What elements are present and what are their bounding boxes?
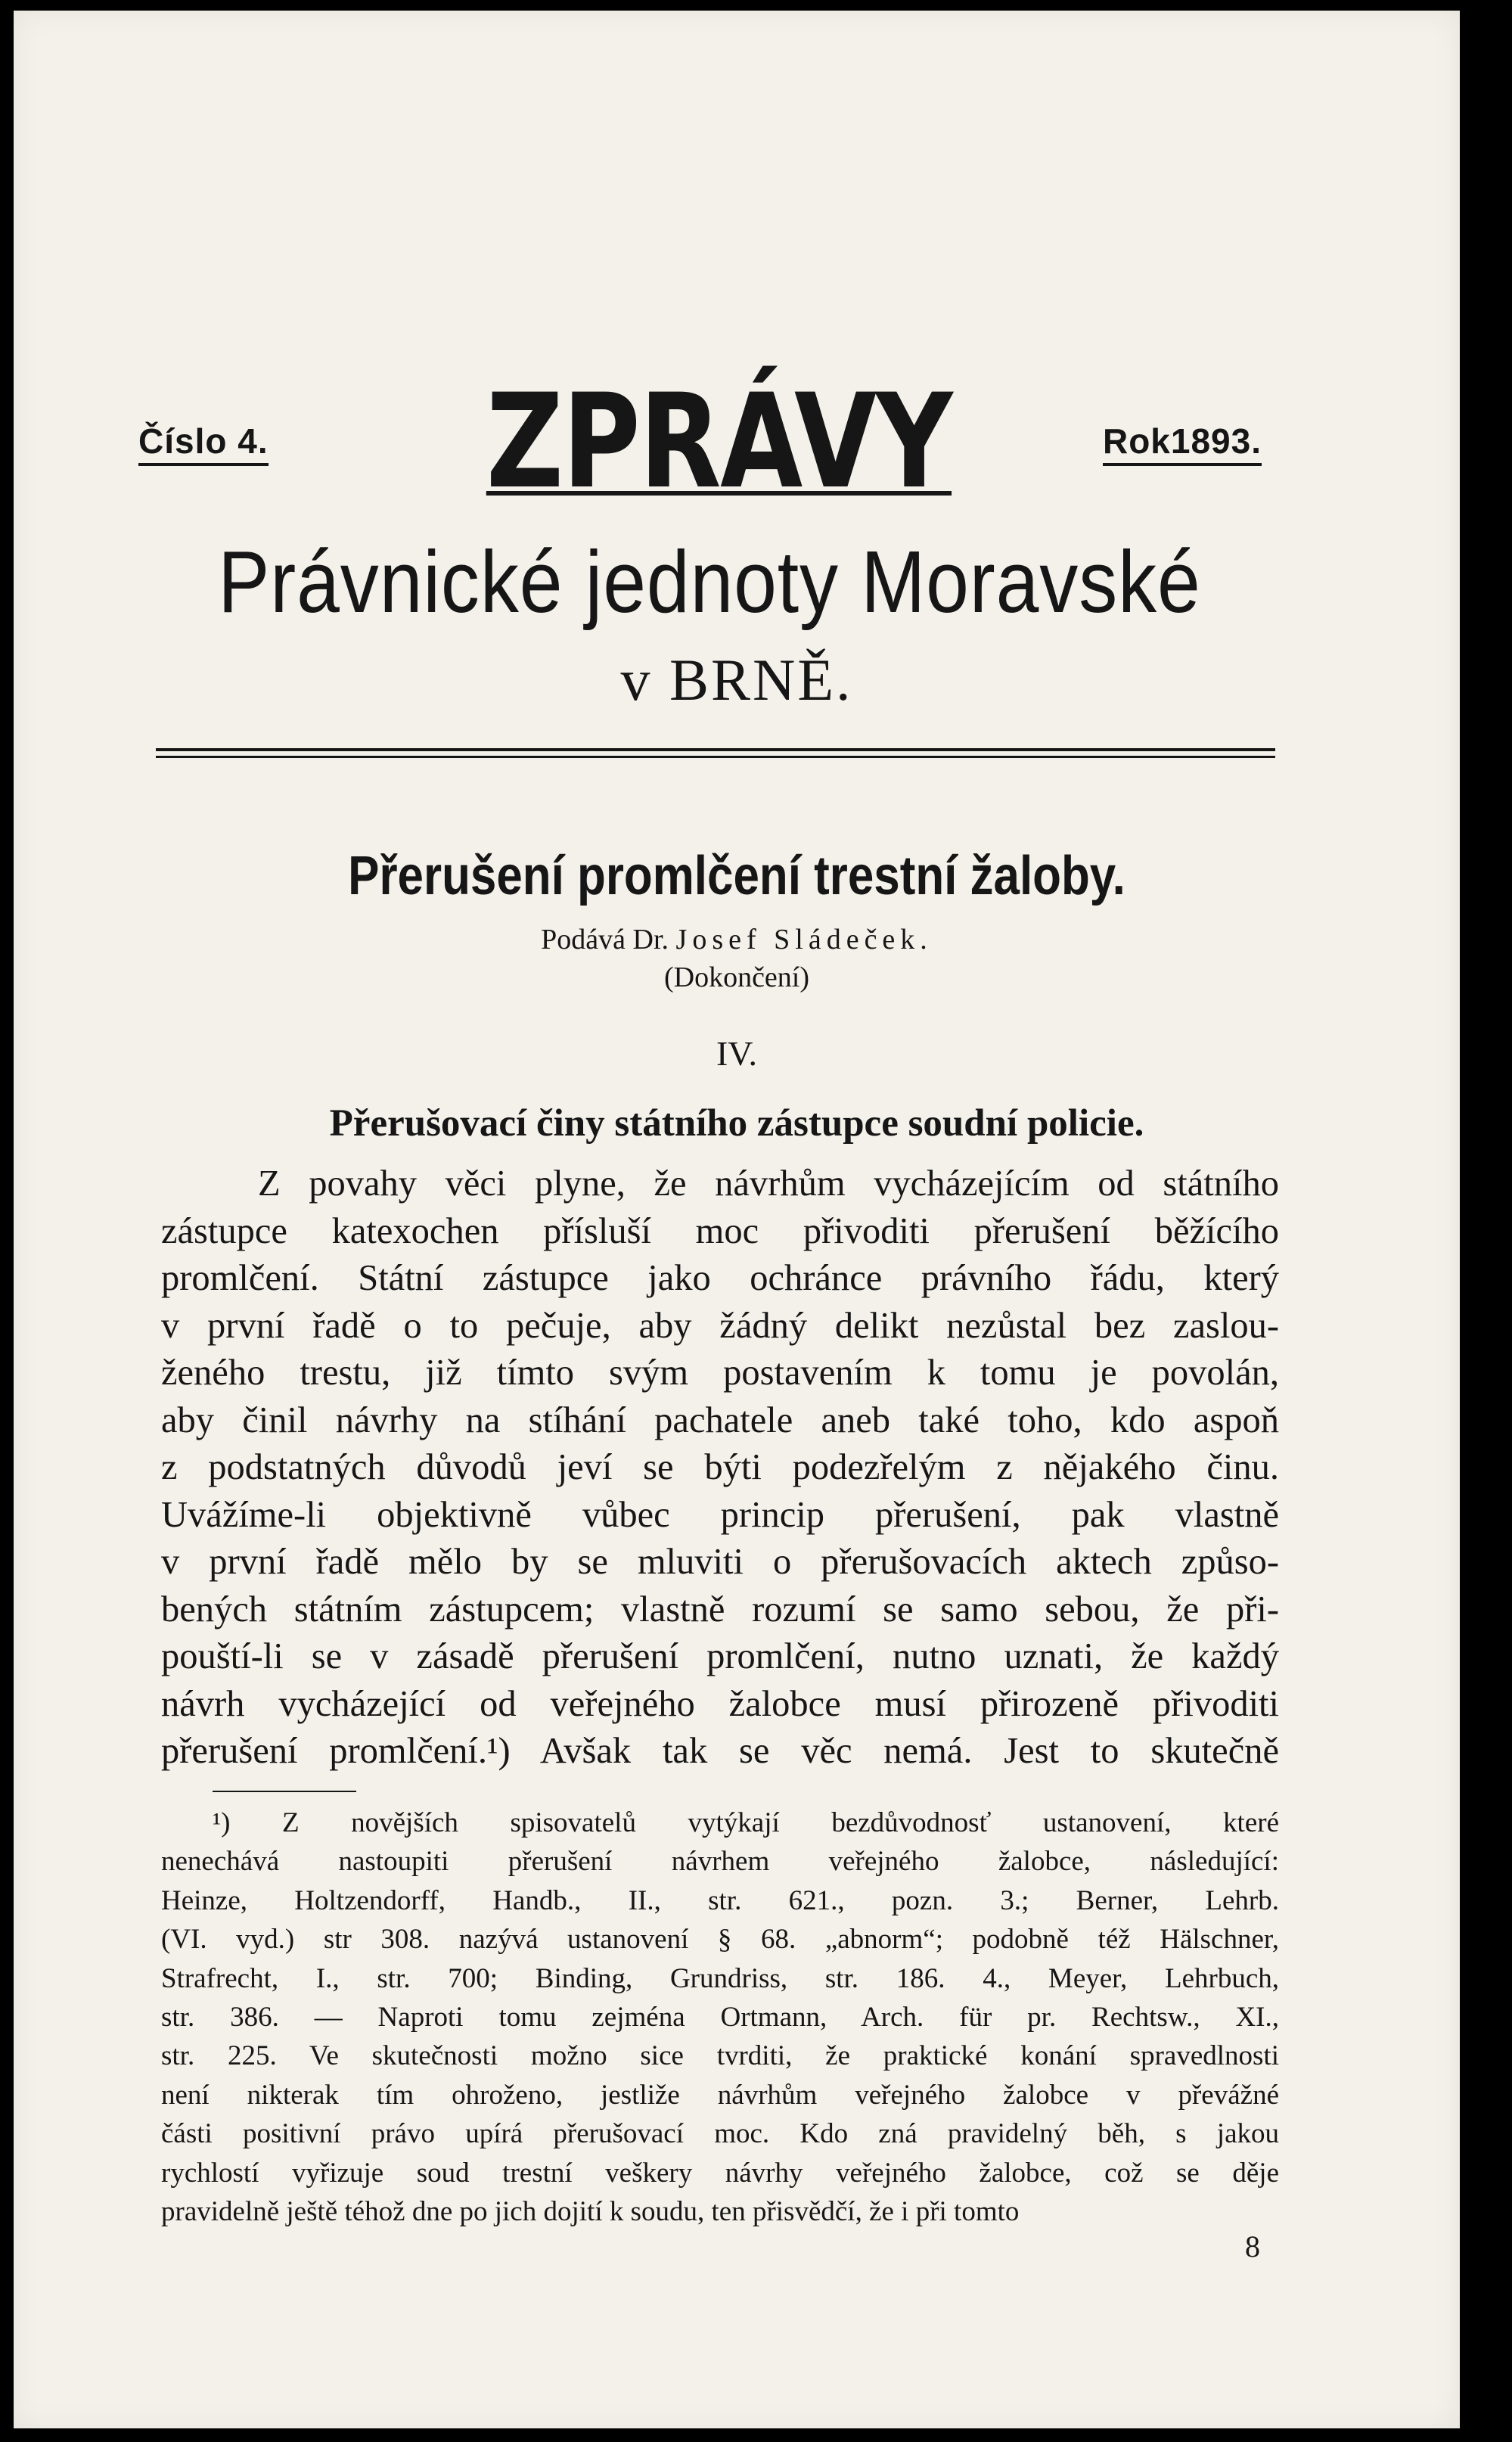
footnote-line: Strafrecht, I., str. 700; Binding, Grundriss, str. 186. 4., Meyer, Lehrbuch,: [161, 1962, 1279, 1994]
section-heading: Přerušovací činy státního zástupce soudní policie.: [329, 1102, 1144, 1145]
body-line: návrh vycházející od veřejného žalobce musí přirozeně přivoditi: [161, 1683, 1279, 1724]
footnote: [161, 1804, 1279, 2231]
body-line: ženého trestu, již tímto svým postavením k tomu je povolán,: [161, 1353, 1279, 1393]
article-byline: [14, 922, 1460, 957]
footnote-line: rychlostí vyřizuje soud trestní veškery návrhy veřejného žalobce, což se děje: [161, 2157, 1279, 2189]
journal-city: v BRNĚ.: [620, 647, 853, 713]
body-line: Uvážíme-li objektivně vůbec princip přerušení, pak vlastně: [161, 1494, 1279, 1535]
footnote-line: str. 225. Ve skutečnosti možno sice tvrditi, že praktické konání spravedlnosti: [161, 2040, 1279, 2072]
section-number: IV.: [716, 1034, 758, 1073]
journal-subtitle: Právnické jednoty Moravské: [218, 533, 1201, 631]
body-line: v první řadě o to pečuje, aby žádný delikt nezůstal bez zaslou-: [161, 1305, 1279, 1346]
byline-author: Josef Sládeček.: [675, 924, 933, 955]
issue-year: Rok1893.: [1103, 421, 1262, 466]
body-line: zástupce katexochen přísluší moc přivoditi přerušení běžícího: [161, 1210, 1279, 1251]
article-title: Přerušení promlčení trestní žaloby.: [348, 846, 1125, 906]
journal-title: ZPRÁVY: [486, 365, 952, 517]
body-line: pouští-li se v zásadě přerušení promlčení, nutno uznati, že každý: [161, 1636, 1279, 1676]
article-body: [161, 1160, 1279, 1776]
footnote-line: pravidelně ještě téhož dne po jich dojití k soudu, ten přisvědčí, že i při tomto: [161, 2195, 1020, 2227]
body-line: v první řadě mělo by se mluviti o přerušovacích aktech způso-: [161, 1542, 1279, 1582]
footnote-separator: [213, 1791, 356, 1792]
byline-prefix: Podává Dr.: [541, 924, 669, 955]
footnote-line: (VI. vyd.) str 308. nazývá ustanovení § 68. „abnorm“; podobně též Hälschner,: [161, 1924, 1279, 1956]
body-line: z podstatných důvodů jeví se býti podezřelým z nějakého činu.: [161, 1447, 1279, 1487]
body-line: přerušení promlčení.¹) Avšak tak se věc nemá. Jest to skutečně: [161, 1731, 1279, 1771]
masthead: [14, 365, 1460, 525]
continuation-note: (Dokončení): [663, 962, 810, 993]
issue-number: Číslo 4.: [138, 421, 269, 466]
footnote-line: není nikterak tím ohroženo, jestliže návrhům veřejného žalobce v převážné: [161, 2079, 1279, 2111]
footnote-line: nenechává nastoupiti přerušení návrhem veřejného žalobce, následující:: [161, 1846, 1279, 1878]
body-line: aby činil návrhy na stíhání pachatele aneb také toho, kdo aspoň: [161, 1400, 1279, 1440]
document-page: [14, 11, 1460, 2428]
footnote-line: části positivní právo upírá přerušovací moc. Kdo zná pravidelný běh, s jakou: [161, 2118, 1279, 2150]
masthead-divider: [156, 748, 1275, 758]
body-line: bených státním zástupcem; vlastně rozumí se samo sebou, že při-: [161, 1589, 1279, 1630]
body-line: promlčení. Státní zástupce jako ochránce právního řádu, který: [161, 1258, 1279, 1298]
page-number: 8: [1245, 2229, 1260, 2263]
body-line: Z povahy věci plyne, že návrhům vycházejícím od státního: [258, 1164, 1279, 1204]
footnote-line: ¹) Z novějších spisovatelů vytýkají bezdůvodnosť ustanovení, které: [213, 1807, 1279, 1838]
footnote-line: Heinze, Holtzendorff, Handb., II., str. 621., pozn. 3.; Berner, Lehrb.: [161, 1884, 1279, 1916]
footnote-line: str. 386. — Naproti tomu zejména Ortmann, Arch. für pr. Rechtsw., XI.,: [161, 2001, 1279, 2033]
